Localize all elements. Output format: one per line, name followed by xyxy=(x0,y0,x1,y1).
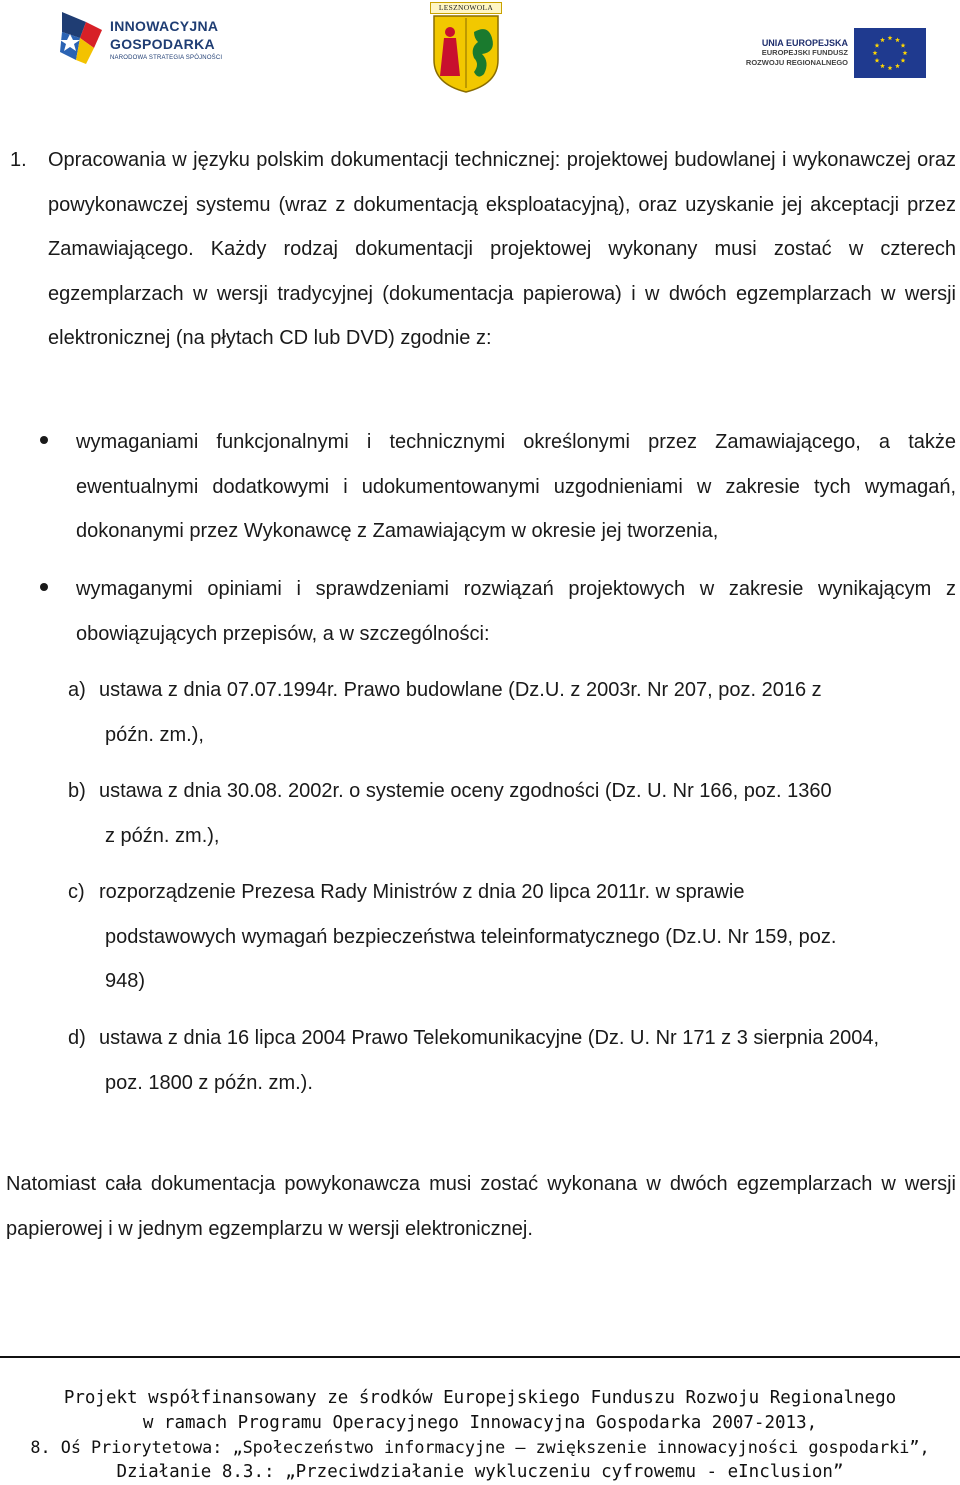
footer-line-2: w ramach Programu Operacyjnego Innowacyjna Gospodarka 2007-2013, xyxy=(142,1412,818,1433)
footer-line-3: 8. Oś Priorytetowa: „Społeczeństwo informacyjne – zwiększenie innowacyjności gospodarki”, xyxy=(30,1437,930,1457)
logo-line-unia: UNIA EUROPEJSKA xyxy=(761,38,848,48)
sublist-item-d xyxy=(68,1016,956,1106)
sublist-label: b) xyxy=(68,780,86,802)
sublist-line: ustawa z dnia 07.07.1994r. Prawo budowlane (Dz.U. z 2003r. Nr 207, poz. 2016 z xyxy=(99,679,822,701)
unia-europejska-logo xyxy=(720,24,930,80)
sublist-label: d) xyxy=(68,1027,86,1049)
footer-line-4: Działanie 8.3.: „Przeciwdziałanie wykluczeniu cyfrowemu - eInclusion” xyxy=(116,1461,844,1482)
sublist-line: rozporządzenie Prezesa Rady Ministrów z dnia 20 lipca 2011r. w sprawie xyxy=(99,881,745,903)
logo-line-strategia: NARODOWA STRATEGIA SPÓJNOŚCI xyxy=(110,55,223,61)
sublist-line: podstawowych wymagań bezpieczeństwa teleinformatycznego (Dz.U. Nr 159, poz. xyxy=(105,926,837,948)
item-number: 1. xyxy=(10,149,27,171)
ue-logo-text xyxy=(720,38,848,68)
coat-of-arms-shield-icon xyxy=(430,14,502,94)
footer-divider xyxy=(0,1356,960,1358)
closing-paragraph: Natomiast cała dokumentacja powykonawcza musi zostać wykonana w dwóch egzemplarzach w wersji papierowej i w jednym egzemplarzu w wersji elektronicznej. xyxy=(6,1173,956,1240)
sublist-line: 948) xyxy=(105,970,146,992)
sublist-label: a) xyxy=(68,679,86,701)
sublist-item-b xyxy=(68,769,956,859)
crest-banner: LESZNOWOLA xyxy=(430,2,502,14)
sublist-line: późn. zm.), xyxy=(105,723,204,746)
sublist-line: z późn. zm.), xyxy=(105,824,220,847)
bullet-marker xyxy=(40,436,52,448)
page-footer xyxy=(0,1386,960,1484)
sublist-line: ustawa z dnia 16 lipca 2004 Prawo Telekomunikacyjne (Dz. U. Nr 171 z 3 sierpnia 2004, xyxy=(99,1027,880,1049)
page-header xyxy=(0,0,960,100)
logo-line-gospodarka: GOSPODARKA xyxy=(110,36,215,52)
logo-line-fundusz: EUROPEJSKI FUNDUSZ xyxy=(761,48,848,57)
footer-line-1: Projekt współfinansowany ze środków Europejskiego Funduszu Rozwoju Regionalnego xyxy=(63,1388,897,1408)
sublist-line: poz. 1800 z późn. zm.). xyxy=(105,1071,313,1094)
logo-line-rozwoju: ROZWOJU REGIONALNEGO xyxy=(745,58,848,67)
bullet-marker xyxy=(40,583,52,595)
lesznowola-coat-of-arms xyxy=(430,2,502,94)
eu-flag-icon xyxy=(854,28,926,78)
sublist-label: c) xyxy=(68,881,85,903)
sublist-item-c xyxy=(68,870,956,1005)
innowacyjna-gospodarka-emblem-icon xyxy=(56,8,106,66)
bullet-item-1: wymaganiami funkcjonalnymi i technicznymi określonymi przez Zamawiającego, a także ewentualnymi dodatkowymi i udokumentowanymi uzgodnieniami w zakresie tych wymagań, dokonanymi przez Wykonawcę z Zamawiającym w okresie jej tworzenia, xyxy=(76,431,956,542)
bullet-item-2: wymaganymi opiniami i sprawdzeniami rozwiązań projektowych w zakresie wynikającym z obowiązujących przepisów, a w szczególności: xyxy=(76,578,956,645)
sublist-item-a xyxy=(68,668,956,758)
item-1-paragraph: Opracowania w języku polskim dokumentacji technicznej: projektowej budowlanej i wykonawczej oraz powykonawczej systemu (wraz z dokumentacją eksploatacyjną), oraz uzyskanie jej akceptacji przez Zamawiającego. Każdy rodzaj dokumentacji projektowej wykonany musi zostać w czterech egzemplarzach w wersji tradycyjnej (dokumentacja papierowa) i w dwóch egzemplarzach w wersji elektronicznej (na płytach CD lub DVD) zgodnie z: xyxy=(48,149,956,349)
logo-line-innowacyjna: INNOWACYJNA xyxy=(110,18,219,34)
innowacyjna-gospodarka-logo xyxy=(56,8,256,68)
sublist-line: ustawa z dnia 30.08. 2002r. o systemie oceny zgodności (Dz. U. Nr 166, poz. 1360 xyxy=(99,780,832,802)
